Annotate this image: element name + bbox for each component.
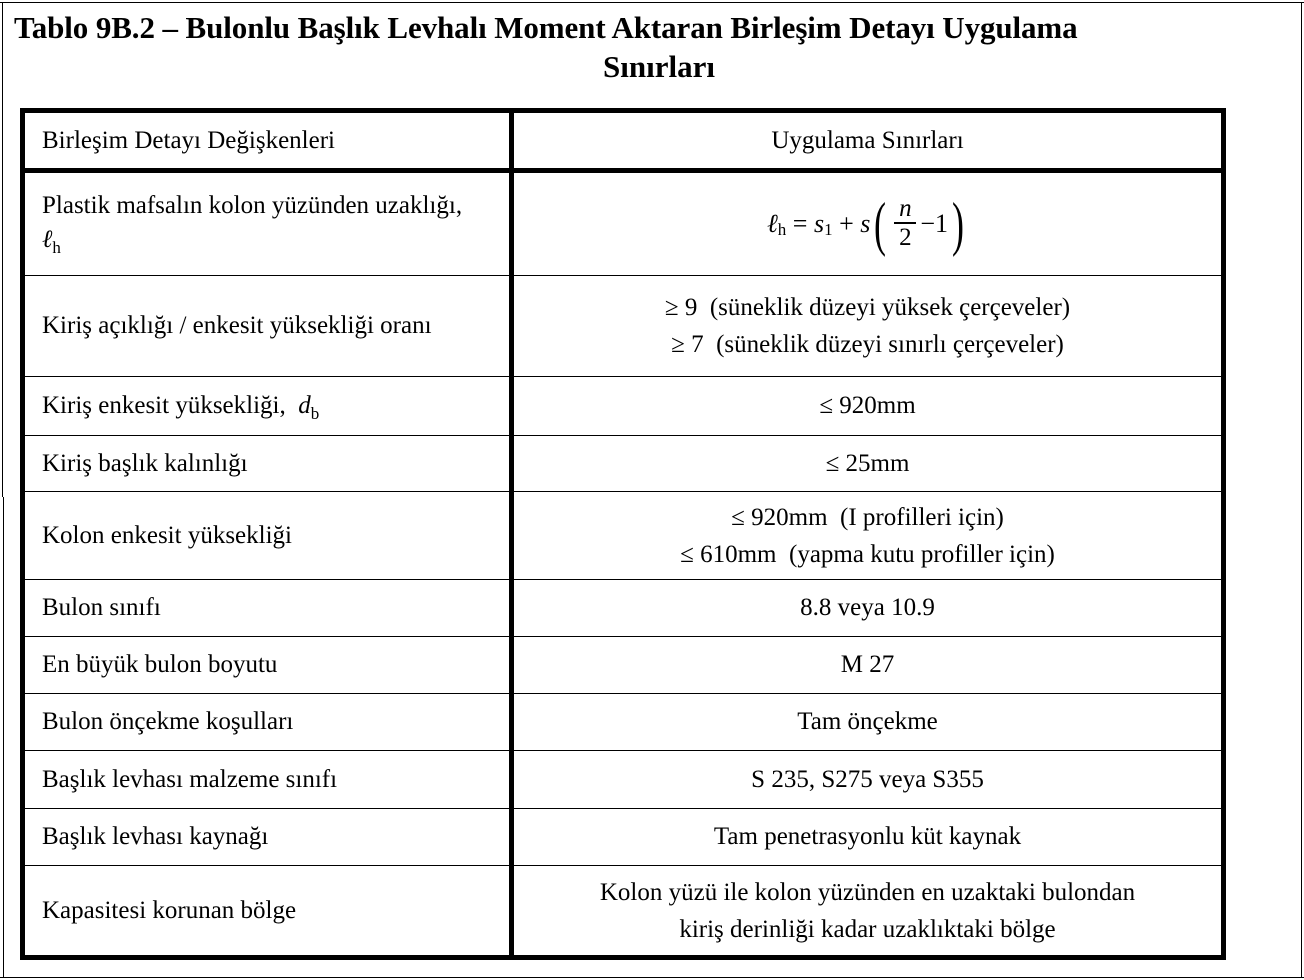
param-cell: Bulon önçekme koşulları bbox=[23, 694, 512, 751]
table-row bbox=[23, 492, 1224, 580]
fraction-denominator: 2 bbox=[899, 223, 912, 251]
table-title bbox=[0, 8, 1304, 86]
table-row bbox=[23, 580, 1224, 637]
formula-lhs-sub: h bbox=[777, 220, 787, 239]
param-cell: Kapasitesi korunan bölge bbox=[23, 866, 512, 958]
param-symbol: ℓ bbox=[42, 226, 53, 253]
formula-plus: + bbox=[839, 209, 854, 238]
table-row bbox=[23, 694, 1224, 751]
limit-line: ≤ 920mm (I profilleri için) bbox=[731, 503, 1004, 531]
param-cell: Kiriş başlık kalınlığı bbox=[23, 436, 512, 492]
title-line-2: Sınırları bbox=[603, 49, 715, 84]
param-text: Kiriş enkesit yüksekliği, bbox=[42, 392, 286, 419]
limit-cell: 8.8 veya 10.9 bbox=[512, 580, 1224, 637]
formula-fraction bbox=[894, 196, 916, 252]
hinge-distance-formula bbox=[766, 191, 968, 257]
table-row bbox=[23, 171, 1224, 276]
page-border-left-lower bbox=[3, 497, 4, 977]
param-text: Plastik mafsalın kolon yüzünden uzaklığı, bbox=[42, 192, 463, 219]
formula-s: s bbox=[860, 209, 871, 238]
table-row bbox=[23, 436, 1224, 492]
table-row bbox=[23, 751, 1224, 809]
formula-right-paren: ) bbox=[952, 191, 965, 257]
param-cell bbox=[23, 377, 512, 436]
table-header-row bbox=[23, 111, 1224, 171]
formula-left-paren: ( bbox=[874, 191, 887, 257]
param-cell bbox=[23, 171, 512, 276]
limit-cell bbox=[512, 866, 1224, 958]
limit-cell: ≤ 25mm bbox=[512, 436, 1224, 492]
formula-s1-sub: 1 bbox=[824, 220, 833, 239]
limit-cell: ≤ 920mm bbox=[512, 377, 1224, 436]
formula-minus-one: −1 bbox=[920, 209, 949, 238]
table-row bbox=[23, 866, 1224, 958]
page-border-right bbox=[1301, 2, 1302, 978]
limit-cell: S 235, S275 veya S355 bbox=[512, 751, 1224, 809]
limit-cell: Tam önçekme bbox=[512, 694, 1224, 751]
limit-line: Kolon yüzü ile kolon yüzünden en uzaktaki bulondan bbox=[599, 878, 1136, 906]
limit-cell bbox=[512, 276, 1224, 377]
limit-line: ≥ 7 (süneklik düzeyi sınırlı çerçeveler) bbox=[671, 331, 1064, 358]
limit-line: ≥ 9 (süneklik düzeyi yüksek çerçeveler) bbox=[664, 294, 1071, 321]
param-symbol: d bbox=[298, 392, 311, 419]
formula-lhs: ℓ bbox=[766, 209, 778, 238]
page-border-bottom bbox=[0, 977, 1304, 978]
param-cell: Başlık levhası malzeme sınıfı bbox=[23, 751, 512, 809]
page-border-top bbox=[0, 2, 1304, 3]
table-row bbox=[23, 276, 1224, 377]
param-symbol-sub: b bbox=[310, 404, 320, 423]
param-cell: Kiriş açıklığı / enkesit yüksekliği oranı bbox=[23, 276, 512, 377]
limit-cell bbox=[512, 492, 1224, 580]
param-cell: Başlık levhası kaynağı bbox=[23, 809, 512, 866]
param-cell: Bulon sınıfı bbox=[23, 580, 512, 637]
limit-cell: M 27 bbox=[512, 637, 1224, 694]
title-line-1: Tablo 9B.2 – Bulonlu Başlık Levhalı Moment Aktaran Birleşim Detayı Uygulama bbox=[14, 10, 1078, 45]
param-cell: En büyük bulon boyutu bbox=[23, 637, 512, 694]
limit-line: ≤ 610mm (yapma kutu profiller için) bbox=[680, 540, 1055, 568]
param-cell: Kolon enkesit yüksekliği bbox=[23, 492, 512, 580]
header-parameters: Birleşim Detayı Değişkenleri bbox=[23, 111, 512, 171]
limit-cell bbox=[512, 171, 1224, 276]
limit-line: kiriş derinliği kadar uzaklıktaki bölge bbox=[679, 915, 1056, 943]
fraction-numerator: n bbox=[899, 195, 912, 223]
table-row bbox=[23, 809, 1224, 866]
param-symbol-sub: h bbox=[52, 238, 61, 257]
formula-s1: s bbox=[813, 209, 825, 238]
formula-equals: = bbox=[792, 209, 808, 238]
header-limits: Uygulama Sınırları bbox=[512, 111, 1224, 171]
limit-cell: Tam penetrasyonlu küt kaynak bbox=[512, 809, 1224, 866]
table-row bbox=[23, 377, 1224, 436]
limits-table bbox=[20, 108, 1226, 960]
table-row bbox=[23, 637, 1224, 694]
